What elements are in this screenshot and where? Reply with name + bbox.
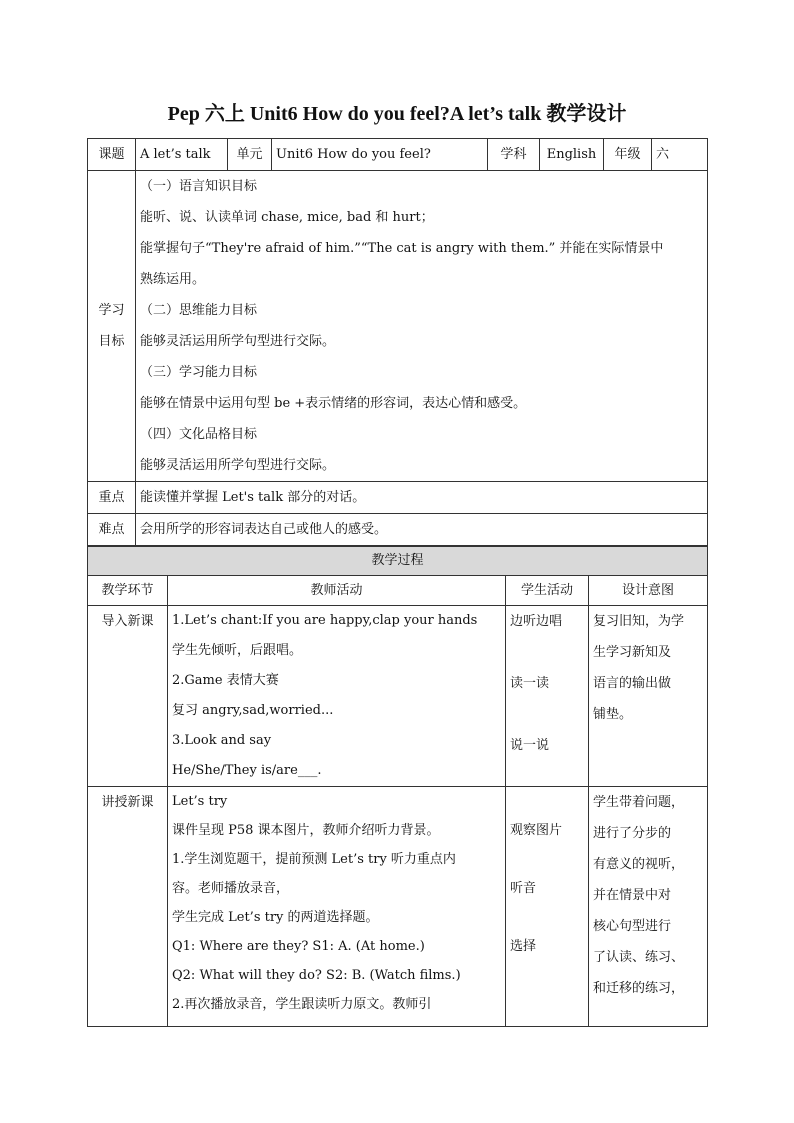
column-header: 设计意图 [589, 576, 708, 606]
teacher-line: 学生完成 Let’s try 的两道选择题。 [172, 910, 379, 925]
teacher-activity-cell [168, 606, 506, 787]
label-subject: 学科 [488, 139, 540, 171]
key-point-row [88, 482, 708, 514]
teacher-line: He/She/They is/are___. [172, 763, 322, 778]
student-line [510, 637, 584, 668]
student-line: 听音 [510, 881, 537, 896]
student-activity-cell [506, 606, 589, 787]
subject-value: English [540, 139, 604, 171]
objective-line: （三）学习能力目标 [140, 365, 258, 380]
intent-line: 和迁移的练习， [593, 981, 685, 996]
teacher-line: 2.再次播放录音，学生跟读听力原文。教师引 [172, 997, 432, 1012]
objectives-label-line1: 学习 [98, 303, 125, 318]
student-line [510, 787, 584, 816]
intent-cell [589, 606, 708, 787]
topic-value: A let’s talk [136, 139, 228, 171]
objectives-content [136, 171, 708, 482]
intent-line: 核心句型进行 [593, 919, 672, 934]
objective-line: 熟练运用。 [140, 272, 206, 287]
key-point-label: 重点 [88, 482, 136, 514]
intent-line: 进行了分步的 [593, 826, 672, 841]
difficult-point-row [88, 514, 708, 546]
objective-line: 能听、说、认读单词 chase, mice, bad 和 hurt； [140, 210, 434, 225]
label-topic: 课题 [88, 139, 136, 171]
intent-line: 了认读、练习、 [593, 950, 685, 965]
label-unit: 单元 [228, 139, 272, 171]
objective-line: （四）文化品格目标 [140, 427, 258, 442]
student-line [510, 845, 584, 874]
lesson-info-table [87, 138, 708, 546]
document-title: Pep 六上 Unit6 How do you feel?A let’s talk 教学设计 [167, 103, 627, 125]
objectives-label [88, 171, 136, 482]
student-activity-cell [506, 787, 589, 1027]
intent-line: 有意义的视听， [593, 857, 685, 872]
process-heading-row [88, 547, 708, 576]
key-point-text: 能读懂并掌握 Let's talk 部分的对话。 [136, 482, 708, 514]
stage-cell: 讲授新课 [88, 787, 168, 1027]
student-line: 选择 [510, 939, 537, 954]
process-heading: 教学过程 [88, 547, 708, 576]
teacher-line: Q1: Where are they? S1: A. (At home.) [172, 939, 425, 954]
grade-value: 六 [652, 139, 708, 171]
teacher-line: 1.学生浏览题干，提前预测 Let’s try 听力重点内 [172, 852, 456, 867]
teacher-line: 学生先倾听，后跟唱。 [172, 643, 303, 658]
student-line [510, 699, 584, 730]
student-line: 观察图片 [510, 823, 563, 838]
column-header: 学生活动 [506, 576, 589, 606]
intent-line: 复习旧知，为学 [593, 614, 685, 629]
teacher-line: Let’s try [172, 794, 228, 809]
objective-line: 能够在情景中运用句型 be +表示情绪的形容词，表达心情和感受。 [140, 396, 527, 411]
teacher-activity-cell [168, 787, 506, 1027]
process-columns-row [88, 576, 708, 606]
intent-line: 生学习新知及 [593, 645, 672, 660]
process-row-new-lesson [88, 787, 708, 1027]
intent-line: 语言的输出做 [593, 676, 672, 691]
teacher-line: Q2: What will they do? S2: B. (Watch films.) [172, 968, 461, 983]
unit-value: Unit6 How do you feel? [272, 139, 488, 171]
difficult-point-label: 难点 [88, 514, 136, 546]
teacher-line: 课件呈现 P58 课本图片，教师介绍听力背景。 [172, 823, 440, 838]
objectives-row [88, 171, 708, 482]
objective-line: （二）思维能力目标 [140, 303, 258, 318]
column-header: 教师活动 [168, 576, 506, 606]
objective-line: 能掌握句子“They're afraid of him.”“The cat is angry with them.” 并能在实际情景中 [140, 241, 664, 256]
difficult-point-text: 会用所学的形容词表达自己或他人的感受。 [136, 514, 708, 546]
objectives-label-line2: 目标 [98, 334, 125, 349]
intent-line: 铺垫。 [593, 707, 633, 722]
objective-line: 能够灵活运用所学句型进行交际。 [140, 334, 336, 349]
intent-line: 并在情景中对 [593, 888, 672, 903]
teacher-line: 复习 angry,sad,worried... [172, 703, 334, 718]
label-grade: 年级 [604, 139, 652, 171]
objective-line: （一）语言知识目标 [140, 179, 258, 194]
intent-line: 学生带着问题， [593, 795, 685, 810]
header-row [88, 139, 708, 171]
student-line [510, 903, 584, 932]
student-line: 边听边唱 [510, 614, 563, 629]
teacher-line: 2.Game 表情大赛 [172, 673, 279, 688]
student-line: 读一读 [510, 676, 550, 691]
teacher-line: 3.Look and say [172, 733, 272, 748]
teacher-line: 1.Let’s chant:If you are happy,clap your hands [172, 613, 478, 628]
stage-cell: 导入新课 [88, 606, 168, 787]
column-header: 教学环节 [88, 576, 168, 606]
objective-line: 能够灵活运用所学句型进行交际。 [140, 458, 336, 473]
student-line: 说一说 [510, 738, 550, 753]
intent-cell [589, 787, 708, 1027]
teacher-line: 容。老师播放录音， [172, 881, 290, 896]
teaching-process-table [87, 546, 708, 1027]
process-row-intro [88, 606, 708, 787]
